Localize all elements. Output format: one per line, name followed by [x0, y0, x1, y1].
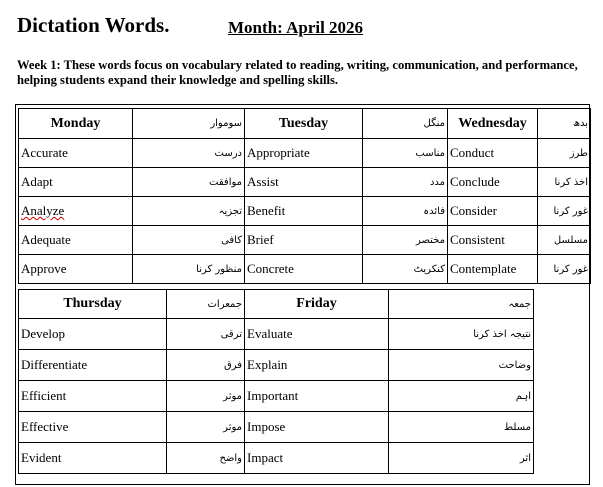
urdu-word: مسلط	[389, 412, 534, 443]
urdu-word: مناسب	[363, 139, 448, 168]
table-row	[19, 350, 534, 381]
table-row	[19, 319, 534, 350]
english-word: Important	[245, 381, 389, 412]
day-header-monday: Monday	[19, 109, 133, 139]
urdu-word: تجزیہ	[133, 197, 245, 226]
urdu-word: وضاحت	[389, 350, 534, 381]
table-row	[19, 168, 591, 197]
day-header-urdu: سوموار	[133, 109, 245, 139]
table-header-row	[19, 290, 534, 319]
urdu-word: منظور کرنا	[133, 255, 245, 284]
day-header-urdu: جمعرات	[167, 290, 245, 319]
dictation-table-mon-wed	[18, 108, 591, 284]
english-word: Effective	[19, 412, 167, 443]
urdu-word: طرز	[538, 139, 591, 168]
day-header-urdu: جمعہ	[389, 290, 534, 319]
urdu-word: اخذ کرنا	[538, 168, 591, 197]
urdu-word: غور کرنا	[538, 255, 591, 284]
english-word: Explain	[245, 350, 389, 381]
urdu-word: درست	[133, 139, 245, 168]
urdu-word: فرق	[167, 350, 245, 381]
english-word: Accurate	[19, 139, 133, 168]
english-word: Evident	[19, 443, 167, 474]
urdu-word: فائدہ	[363, 197, 448, 226]
english-word: Adapt	[19, 168, 133, 197]
english-word: Concrete	[245, 255, 363, 284]
urdu-word: مسلسل	[538, 226, 591, 255]
english-word: Conduct	[448, 139, 538, 168]
english-word: Evaluate	[245, 319, 389, 350]
table-header-row	[19, 109, 591, 139]
english-word: Adequate	[19, 226, 133, 255]
english-word: Consistent	[448, 226, 538, 255]
table-row	[19, 381, 534, 412]
urdu-word: واضح	[167, 443, 245, 474]
spellcheck-word: Analyze	[21, 203, 65, 218]
urdu-word: نتیجہ اخذ کرنا	[389, 319, 534, 350]
english-word: Assist	[245, 168, 363, 197]
table-row	[19, 255, 591, 284]
month-heading: Month: April 2026	[228, 18, 364, 37]
english-word: Conclude	[448, 168, 538, 197]
urdu-word: مختصر	[363, 226, 448, 255]
urdu-word: مدد	[363, 168, 448, 197]
english-word: Consider	[448, 197, 538, 226]
document-title: Dictation Words.	[17, 13, 170, 37]
table-row	[19, 139, 591, 168]
table-row	[19, 412, 534, 443]
urdu-word: اثر	[389, 443, 534, 474]
english-word: Impact	[245, 443, 389, 474]
urdu-word: ترقی	[167, 319, 245, 350]
english-word: Approve	[19, 255, 133, 284]
urdu-word: اہم	[389, 381, 534, 412]
english-word: Differentiate	[19, 350, 167, 381]
intro-paragraph: Week 1: These words focus on vocabulary related to reading, writing, communication, and performance, helping students expand their knowledge and spelling skills.	[17, 58, 578, 87]
urdu-word: غور کرنا	[538, 197, 591, 226]
english-word	[19, 197, 133, 226]
urdu-word: کافی	[133, 226, 245, 255]
table-row	[19, 197, 591, 226]
urdu-word: موثر	[167, 412, 245, 443]
dictation-table-thu-fri	[18, 289, 534, 474]
english-word: Impose	[245, 412, 389, 443]
table-row	[19, 443, 534, 474]
english-word: Efficient	[19, 381, 167, 412]
english-word: Appropriate	[245, 139, 363, 168]
urdu-word: کنکریٹ	[363, 255, 448, 284]
day-header-friday: Friday	[245, 290, 389, 319]
day-header-wednesday: Wednesday	[448, 109, 538, 139]
day-header-urdu: منگل	[363, 109, 448, 139]
table-row	[19, 226, 591, 255]
day-header-thursday: Thursday	[19, 290, 167, 319]
day-header-urdu: بدھ	[538, 109, 591, 139]
day-header-tuesday: Tuesday	[245, 109, 363, 139]
english-word: Develop	[19, 319, 167, 350]
english-word: Brief	[245, 226, 363, 255]
english-word: Benefit	[245, 197, 363, 226]
urdu-word: موافقت	[133, 168, 245, 197]
urdu-word: موثر	[167, 381, 245, 412]
english-word: Contemplate	[448, 255, 538, 284]
